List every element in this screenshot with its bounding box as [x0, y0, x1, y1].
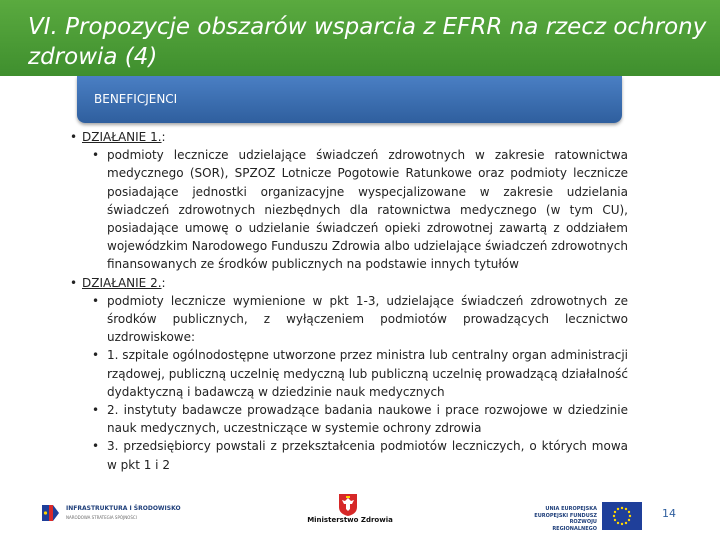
- bullet-icon: •: [92, 403, 100, 418]
- infrastructure-program-name: INFRASTRUKTURA I ŚRODOWISKO: [66, 505, 181, 512]
- bullet-icon: •: [92, 148, 100, 163]
- eu-flag-icon: [602, 502, 642, 530]
- beneficiary-list: [82, 292, 628, 474]
- section-header-box: [77, 76, 622, 123]
- eu-fund-line: ROZWOJU REGIONALNEGO: [552, 519, 597, 532]
- action-label: DZIAŁANIE 1.: [82, 130, 162, 144]
- eu-fund-line: UNIA EUROPEJSKA: [545, 506, 597, 512]
- section-label: BENEFICJENCI: [94, 92, 178, 106]
- action-suffix: :: [161, 275, 166, 290]
- beneficiary-list: [82, 146, 628, 273]
- action-label: DZIAŁANIE 2.: [82, 275, 162, 290]
- infrastructure-program-subtitle: NARODOWA STRATEGIA SPÓJNOŚCI: [66, 515, 137, 520]
- bullet-icon: •: [92, 293, 100, 308]
- beneficiary-text: podmioty lecznicze wymienione w pkt 1-3, udzielające świadczeń zdrowotnych ze środków publicznych, z wyłączeniem podmiotów prowadzących lecznictwo uzdrowiskowe:: [107, 293, 628, 345]
- eu-fund-line: EUROPEJSKI FUNDUSZ: [534, 512, 597, 519]
- action-item: [70, 128, 628, 274]
- ministry-name: Ministerstwo Zdrowia: [307, 516, 393, 524]
- slide-title: VI. Propozycje obszarów wsparcia z EFRR na rzecz ochrony zdrowia (4): [28, 14, 707, 70]
- page-number: 14: [662, 507, 676, 520]
- polish-eagle-emblem-icon: [338, 493, 358, 517]
- beneficiary-item: [92, 401, 628, 437]
- beneficiary-text: 2. instytuty badawcze prowadzące badania naukowe i prace rozwojowe w dziedzinie nauk medycznych, uczestniczące w systemie ochrony zdrowia: [107, 403, 628, 436]
- bullet-icon: •: [70, 130, 78, 144]
- beneficiary-text: podmioty lecznicze udzielające świadczeń zdrowotnych w zakresie ratownictwa medycznego (SOR), SPZOZ Lotnicze Pogotowie Ratunkowe oraz podmioty lecznicze posiadające jednostki organizacyjne wyspecjalizowane w zakresie udzielania świadczeń zdrowotnych niezbędnych dla ratownictwa medycznego (w tym CU), posiadające umowę o udzielanie świadczeń opieki zdrowotnej zawartą z oddziałem wojewódzkim Narodowego Funduszu Zdrowia albo udzielające świadczeń zdrowotnych finansowanych ze środków publicznych na podstawie innych tytułów: [107, 148, 628, 272]
- beneficiary-text: 1. szpitale ogólnodostępne utworzone przez ministra lub centralny organ administracji rządowej, publiczną uczelnię medyczną lub publiczną uczelnię prowadzącą działalność dydaktyczną i badawczą w dziedzinie nauk medycznych: [107, 348, 628, 399]
- beneficiary-item: [92, 346, 628, 401]
- infrastructure-logo-icon: [40, 502, 60, 524]
- bullet-icon: •: [70, 275, 78, 290]
- title-bar: [0, 0, 720, 76]
- action-list: [70, 128, 628, 474]
- action-item: [70, 274, 628, 474]
- beneficiary-item: [92, 437, 628, 473]
- beneficiary-item: [92, 146, 628, 273]
- beneficiary-text: 3. przedsiębiorcy powstali z przekształcenia podmiotów leczniczych, o których mowa w pkt 1 i 2: [107, 439, 628, 472]
- slide-content: [70, 128, 628, 474]
- eu-fund-name: [525, 506, 597, 532]
- bullet-icon: •: [92, 439, 100, 454]
- action-suffix: :: [161, 130, 166, 144]
- beneficiary-item: [92, 292, 628, 347]
- bullet-icon: •: [92, 348, 100, 363]
